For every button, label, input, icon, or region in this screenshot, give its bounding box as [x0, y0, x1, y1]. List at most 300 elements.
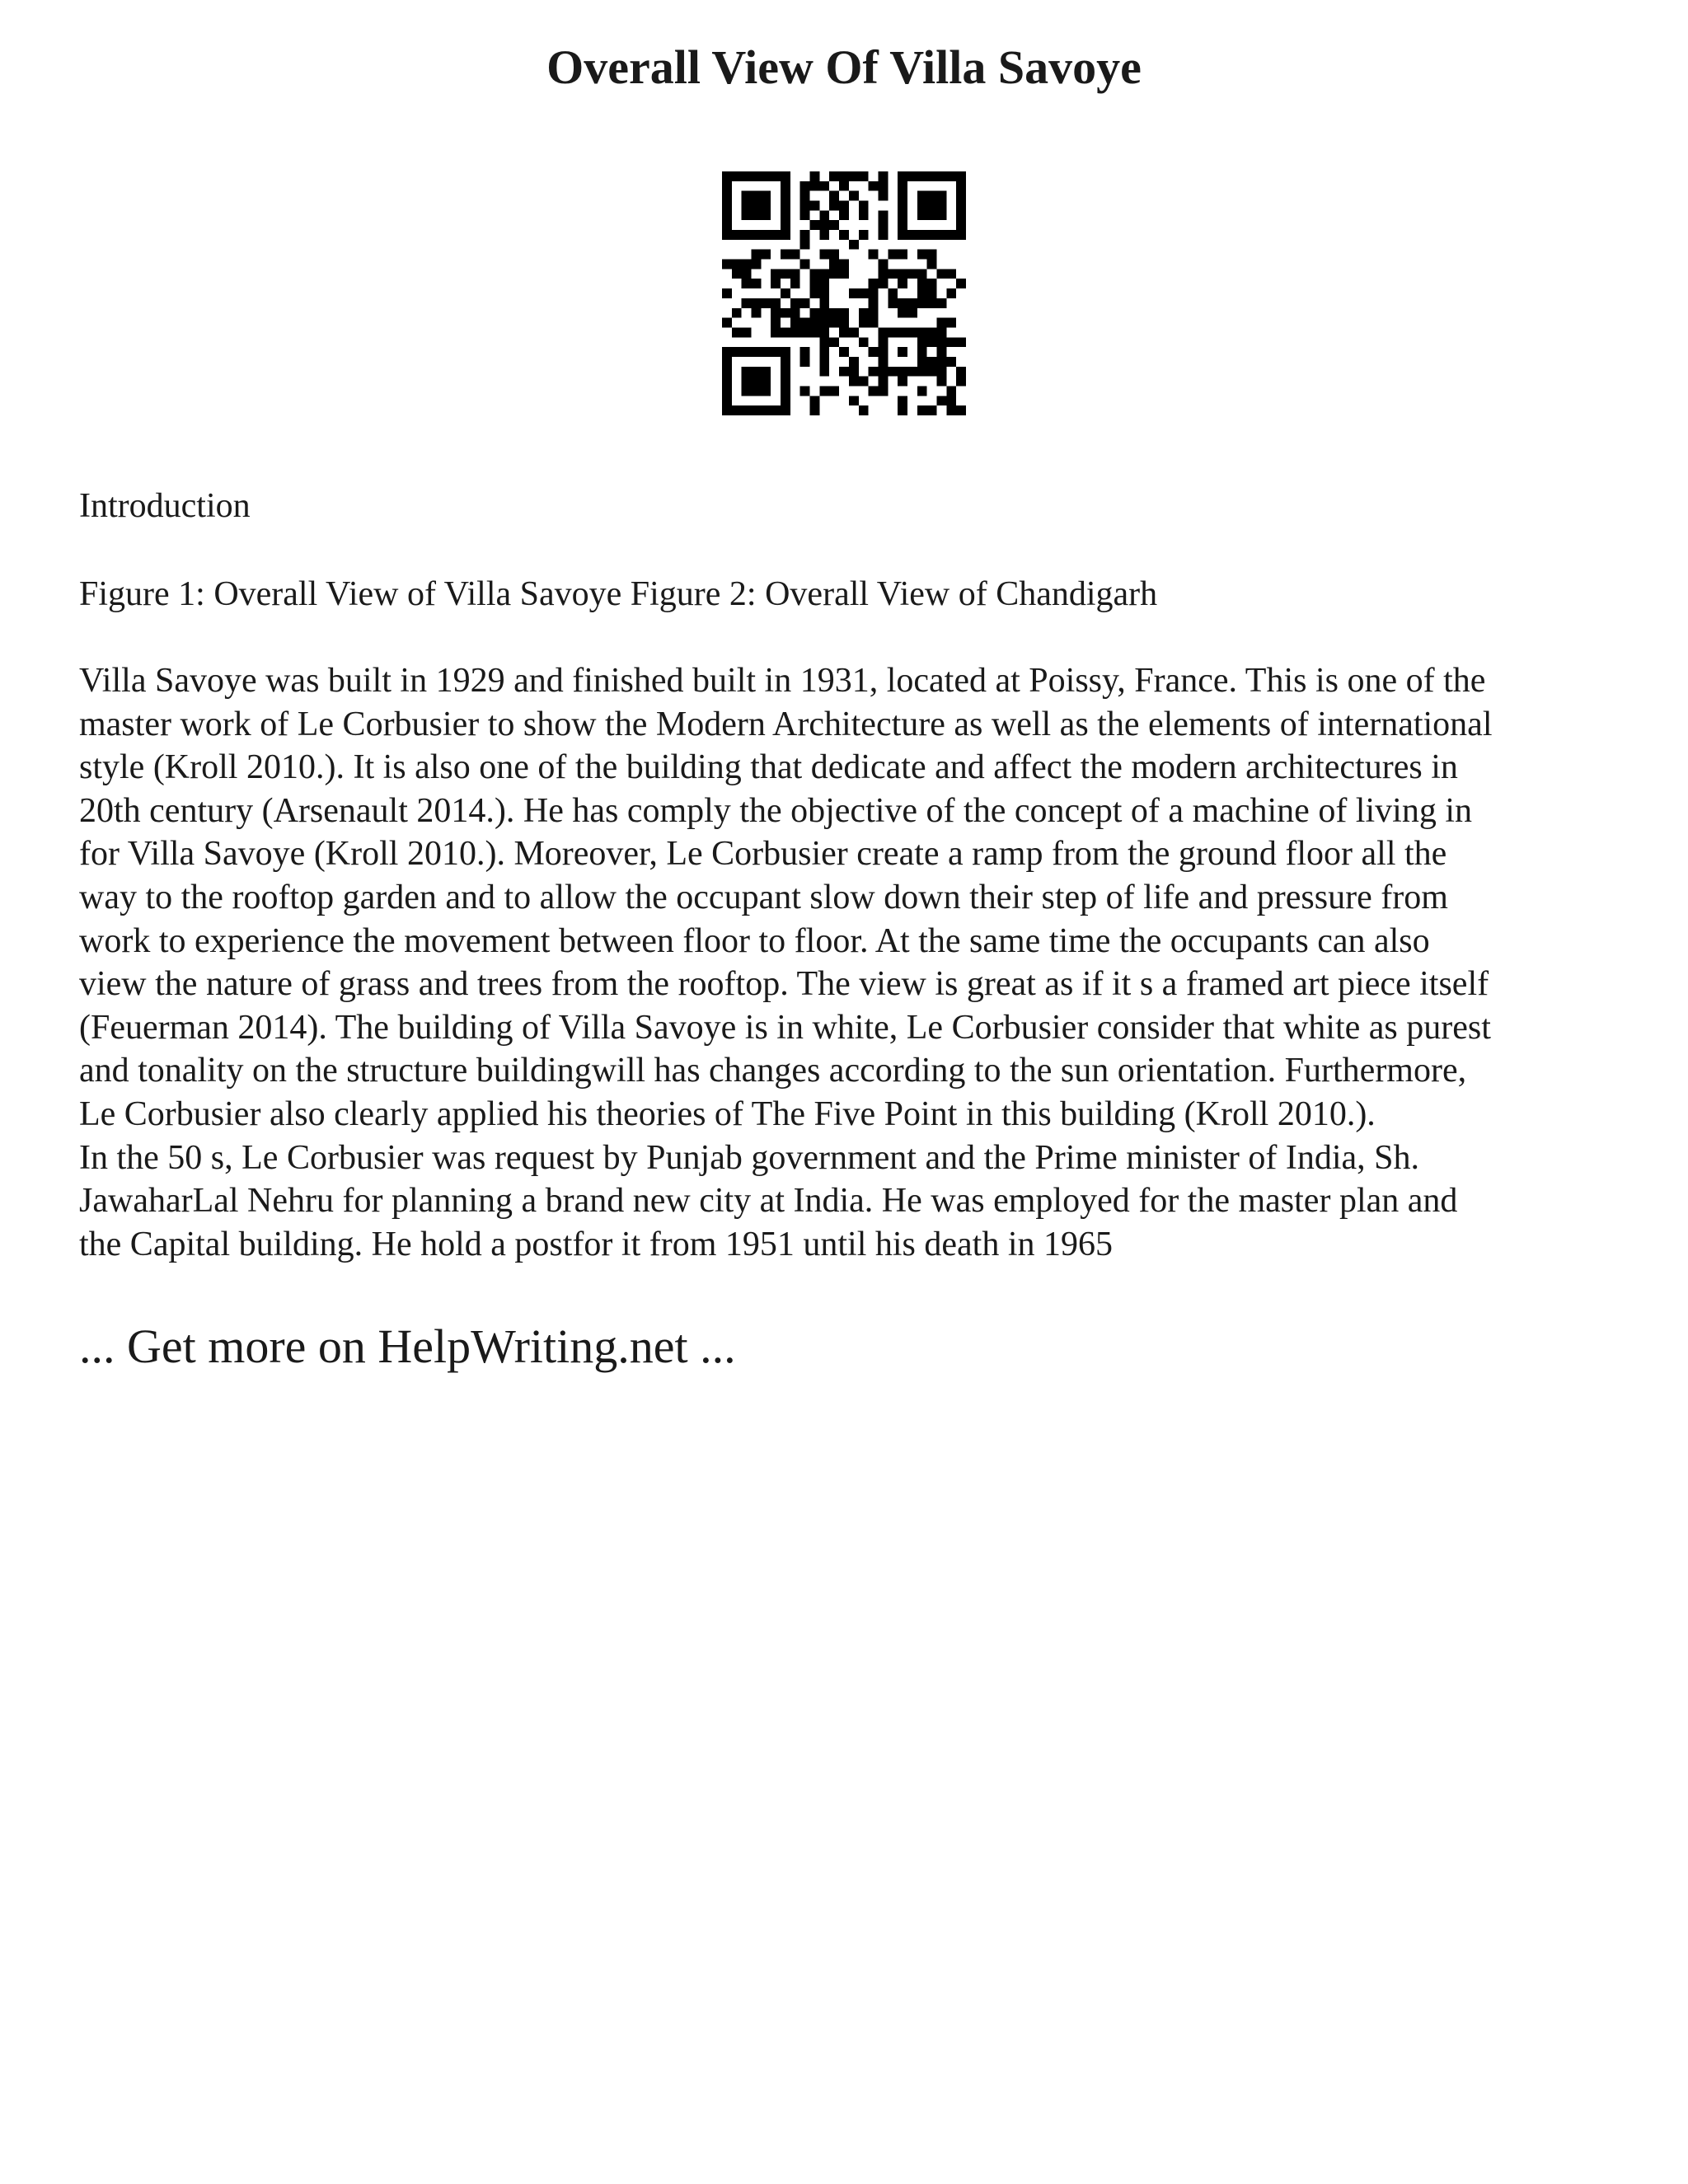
qr-module: [907, 308, 917, 318]
qr-module: [898, 210, 907, 220]
qr-module: [878, 191, 888, 201]
qr-module: [742, 367, 752, 377]
qr-module: [819, 357, 829, 367]
qr-module: [752, 279, 762, 288]
qr-module: [810, 201, 820, 211]
qr-module: [946, 386, 956, 396]
body-line: style (Kroll 2010.). It is also one of the building that dedicate and affect the modern architectures in: [79, 748, 1458, 787]
qr-module: [849, 191, 859, 201]
qr-module: [869, 288, 879, 298]
qr-module: [936, 318, 946, 328]
qr-module: [800, 357, 810, 367]
qr-module: [771, 298, 781, 308]
qr-module: [956, 201, 966, 211]
qr-module: [829, 250, 839, 260]
qr-module: [722, 347, 732, 357]
qr-module: [781, 396, 790, 405]
qr-module: [752, 367, 762, 377]
qr-module: [829, 260, 839, 269]
qr-module: [946, 171, 956, 181]
qr-module: [800, 298, 810, 308]
qr-module: [956, 191, 966, 201]
qr-module: [742, 230, 752, 240]
qr-module: [800, 327, 810, 337]
qr-module: [819, 318, 829, 328]
qr-module: [839, 260, 849, 269]
qr-module: [888, 298, 898, 308]
qr-module: [898, 347, 907, 357]
qr-module: [732, 230, 742, 240]
qr-module: [722, 171, 732, 181]
qr-module: [859, 210, 869, 220]
qr-module: [898, 308, 907, 318]
body-line: (Feuerman 2014). The building of Villa Savoye is in white, Le Corbusier consider that white as purest: [79, 1008, 1491, 1047]
qr-module: [936, 298, 946, 308]
qr-module: [888, 269, 898, 279]
qr-module: [742, 377, 752, 387]
qr-module: [819, 220, 829, 230]
qr-module: [781, 288, 790, 298]
qr-module: [761, 377, 771, 387]
qr-module: [761, 230, 771, 240]
qr-module: [936, 396, 946, 405]
qr-module: [781, 210, 790, 220]
qr-module: [936, 230, 946, 240]
qr-module: [810, 269, 820, 279]
qr-module: [771, 347, 781, 357]
qr-module: [771, 269, 781, 279]
qr-module: [898, 250, 907, 260]
body-line: master work of Le Corbusier to show the Modern Architecture as well as the elements of international: [79, 705, 1493, 743]
qr-module: [761, 191, 771, 201]
qr-module: [869, 367, 879, 377]
qr-module: [829, 171, 839, 181]
qr-module: [752, 210, 762, 220]
qr-module: [946, 337, 956, 347]
qr-module: [849, 240, 859, 250]
body-line: view the nature of grass and trees from the rooftop. The view is great as if it s a framed art piece itself: [79, 965, 1489, 1004]
qr-module: [917, 191, 927, 201]
qr-module: [742, 386, 752, 396]
qr-module: [859, 405, 869, 415]
qr-module: [742, 201, 752, 211]
qr-module: [742, 405, 752, 415]
qr-module: [732, 347, 742, 357]
qr-module: [898, 269, 907, 279]
qr-module: [829, 386, 839, 396]
qr-module: [859, 337, 869, 347]
qr-module: [898, 201, 907, 211]
qr-module: [859, 288, 869, 298]
qr-module: [752, 260, 762, 269]
qr-module: [742, 191, 752, 201]
qr-module: [839, 347, 849, 357]
qr-module: [878, 337, 888, 347]
qr-module: [819, 308, 829, 318]
qr-module: [869, 386, 879, 396]
qr-module: [898, 279, 907, 288]
qr-module: [800, 240, 810, 250]
qr-module: [859, 171, 869, 181]
qr-module: [849, 288, 859, 298]
qr-module: [771, 318, 781, 328]
qr-module: [742, 210, 752, 220]
qr-module: [956, 210, 966, 220]
qr-module: [839, 181, 849, 191]
qr-module: [927, 357, 937, 367]
get-more-link[interactable]: ... Get more on HelpWriting.net ...: [79, 1319, 736, 1373]
qr-module: [781, 201, 790, 211]
qr-module: [722, 260, 732, 269]
qr-module: [878, 269, 888, 279]
qr-module: [810, 171, 820, 181]
qr-module: [869, 308, 879, 318]
qr-module: [878, 377, 888, 387]
qr-module: [781, 357, 790, 367]
qr-module: [781, 386, 790, 396]
qr-module: [898, 220, 907, 230]
qr-module: [761, 298, 771, 308]
qr-code-graphic: [722, 171, 966, 415]
qr-module: [771, 327, 781, 337]
qr-module: [898, 298, 907, 308]
qr-module: [781, 230, 790, 240]
qr-module: [732, 327, 742, 337]
qr-module: [927, 337, 937, 347]
qr-module: [829, 201, 839, 211]
qr-module: [790, 318, 800, 328]
qr-module: [917, 367, 927, 377]
qr-module: [956, 377, 966, 387]
qr-module: [898, 181, 907, 191]
qr-module: [946, 269, 956, 279]
qr-module: [946, 396, 956, 405]
qr-module: [859, 318, 869, 328]
qr-module: [849, 377, 859, 387]
qr-module: [781, 405, 790, 415]
qr-module: [839, 367, 849, 377]
qr-module: [898, 396, 907, 405]
body-line: and tonality on the structure buildingwill has changes according to the sun orientation. Furthermore,: [79, 1052, 1467, 1090]
qr-module: [878, 327, 888, 337]
qr-module: [722, 357, 732, 367]
qr-module: [819, 367, 829, 377]
qr-module: [936, 367, 946, 377]
qr-module: [936, 171, 946, 181]
body-line: Villa Savoye was built in 1929 and finished built in 1931, located at Poissy, France. This is one of the: [79, 662, 1486, 700]
qr-module: [946, 230, 956, 240]
qr-module: [761, 405, 771, 415]
qr-module: [810, 396, 820, 405]
qr-module: [790, 327, 800, 337]
qr-module: [800, 318, 810, 328]
qr-module: [800, 347, 810, 357]
qr-module: [781, 377, 790, 387]
qr-module: [819, 337, 829, 347]
qr-module: [722, 367, 732, 377]
body-line: way to the rooftop garden and to allow the occupant slow down their step of life and pressure from: [79, 878, 1448, 916]
qr-module: [752, 347, 762, 357]
qr-module: [742, 347, 752, 357]
qr-module: [936, 347, 946, 357]
qr-module: [781, 367, 790, 377]
qr-module: [936, 201, 946, 211]
qr-module: [839, 210, 849, 220]
qr-module: [722, 230, 732, 240]
qr-module: [790, 308, 800, 318]
qr-module: [800, 201, 810, 211]
qr-module: [878, 260, 888, 269]
qr-module: [839, 171, 849, 181]
qr-module: [898, 230, 907, 240]
qr-module: [742, 260, 752, 269]
qr-module: [771, 279, 781, 288]
qr-module: [819, 181, 829, 191]
qr-module: [722, 210, 732, 220]
qr-module: [859, 201, 869, 211]
figure-captions: Figure 1: Overall View of Villa Savoye Figure 2: Overall View of Chandigarh: [79, 575, 1158, 613]
qr-module: [742, 327, 752, 337]
qr-module: [771, 171, 781, 181]
qr-module: [878, 386, 888, 396]
qr-module: [946, 405, 956, 415]
qr-module: [732, 269, 742, 279]
qr-module: [888, 288, 898, 298]
qr-module: [936, 337, 946, 347]
qr-module: [819, 269, 829, 279]
qr-module: [917, 279, 927, 288]
qr-module: [761, 347, 771, 357]
qr-module: [878, 347, 888, 357]
qr-module: [752, 405, 762, 415]
qr-module: [898, 377, 907, 387]
body-line: the Capital building. He hold a postfor it from 1951 until his death in 1965: [79, 1225, 1114, 1263]
qr-module: [742, 298, 752, 308]
qr-module: [917, 298, 927, 308]
qr-module: [956, 220, 966, 230]
qr-module: [761, 250, 771, 260]
qr-module: [917, 386, 927, 396]
qr-module: [781, 181, 790, 191]
qr-module: [907, 367, 917, 377]
qr-module: [761, 201, 771, 211]
qr-module: [781, 269, 790, 279]
qr-module: [819, 279, 829, 288]
qr-module: [810, 318, 820, 328]
body-line: 20th century (Arsenault 2014.). He has comply the objective of the concept of a machine of living in: [79, 791, 1472, 830]
qr-module: [927, 250, 937, 260]
qr-module: [917, 210, 927, 220]
qr-module: [829, 337, 839, 347]
body-line: Le Corbusier also clearly applied his theories of The Five Point in this building (Kroll 2010.).: [79, 1094, 1376, 1133]
qr-module: [927, 210, 937, 220]
qr-module: [732, 260, 742, 269]
qr-module: [810, 279, 820, 288]
qr-module: [898, 405, 907, 415]
qr-module: [927, 260, 937, 269]
qr-module: [829, 318, 839, 328]
qr-module: [722, 405, 732, 415]
qr-module: [917, 250, 927, 260]
qr-module: [927, 367, 937, 377]
qr-module: [752, 230, 762, 240]
body-line: In the 50 s, Le Corbusier was request by Punjab government and the Prime minister of India, Sh.: [79, 1138, 1420, 1177]
qr-module: [771, 230, 781, 240]
qr-module: [956, 181, 966, 191]
qr-module: [956, 367, 966, 377]
qr-module: [907, 298, 917, 308]
qr-module: [907, 269, 917, 279]
qr-module: [781, 327, 790, 337]
qr-module: [917, 405, 927, 415]
qr-module: [800, 181, 810, 191]
qr-module: [722, 220, 732, 230]
qr-module: [781, 171, 790, 181]
qr-module: [810, 220, 820, 230]
qr-module: [819, 347, 829, 357]
qr-module: [888, 367, 898, 377]
qr-module: [956, 405, 966, 415]
qr-module: [898, 171, 907, 181]
qr-module: [810, 327, 820, 337]
qr-module: [781, 308, 790, 318]
qr-module: [849, 357, 859, 367]
qr-module: [907, 327, 917, 337]
qr-module: [936, 357, 946, 367]
qr-module: [888, 327, 898, 337]
qr-module: [878, 210, 888, 220]
qr-module: [917, 269, 927, 279]
qr-module: [839, 230, 849, 240]
qr-module: [869, 279, 879, 288]
body-line: for Villa Savoye (Kroll 2010.). Moreover, Le Corbusier create a ramp from the ground floor all the: [79, 835, 1447, 874]
qr-module: [810, 308, 820, 318]
qr-module: [781, 250, 790, 260]
qr-module: [829, 308, 839, 318]
body-line: work to experience the movement between floor to floor. At the same time the occupants can also: [79, 921, 1430, 960]
qr-module: [790, 279, 800, 288]
qr-module: [761, 210, 771, 220]
qr-module: [927, 288, 937, 298]
qr-module: [927, 405, 937, 415]
qr-module: [752, 250, 762, 260]
qr-module: [869, 298, 879, 308]
qr-module: [917, 327, 927, 337]
qr-module: [839, 201, 849, 211]
qr-module: [722, 288, 732, 298]
qr-module: [936, 377, 946, 387]
qr-module: [849, 327, 859, 337]
qr-module: [752, 308, 762, 318]
qr-module: [936, 191, 946, 201]
qr-module: [771, 405, 781, 415]
qr-module: [917, 230, 927, 240]
qr-module: [790, 250, 800, 260]
qr-module: [946, 318, 956, 328]
qr-module: [742, 171, 752, 181]
qr-module: [752, 377, 762, 387]
qr-module: [819, 298, 829, 308]
qr-module: [917, 347, 927, 357]
qr-module: [742, 279, 752, 288]
qr-module: [878, 367, 888, 377]
qr-module: [819, 327, 829, 337]
qr-module: [888, 250, 898, 260]
qr-module: [878, 230, 888, 240]
qr-module: [722, 318, 732, 328]
qr-module: [781, 347, 790, 357]
qr-module: [859, 230, 869, 240]
qr-module: [936, 327, 946, 337]
qr-module: [917, 288, 927, 298]
qr-module: [800, 191, 810, 201]
qr-module: [839, 327, 849, 337]
qr-module: [732, 308, 742, 318]
qr-module: [752, 171, 762, 181]
qr-module: [898, 367, 907, 377]
qr-module: [819, 210, 829, 220]
qr-module: [956, 337, 966, 347]
qr-module: [800, 230, 810, 240]
qr-module: [742, 269, 752, 279]
qr-module: [936, 269, 946, 279]
qr-module: [849, 171, 859, 181]
qr-module: [927, 201, 937, 211]
qr-module: [761, 171, 771, 181]
qr-module: [810, 181, 820, 191]
qr-module: [927, 171, 937, 181]
qr-module: [878, 357, 888, 367]
qr-module: [878, 181, 888, 191]
body-line: JawaharLal Nehru for planning a brand new city at India. He was employed for the master plan and: [79, 1182, 1458, 1221]
qr-module: [917, 337, 927, 347]
qr-module: [927, 191, 937, 201]
body-paragraph: [79, 659, 1620, 1266]
qr-module: [819, 250, 829, 260]
qr-module: [722, 201, 732, 211]
qr-module: [849, 367, 859, 377]
qr-module: [752, 386, 762, 396]
qr-module: [839, 318, 849, 328]
qr-module: [771, 308, 781, 318]
qr-module: [956, 171, 966, 181]
qr-module: [722, 386, 732, 396]
qr-module: [839, 308, 849, 318]
section-heading: Introduction: [79, 487, 251, 525]
qr-module: [859, 308, 869, 318]
qr-module: [869, 181, 879, 191]
qr-module: [722, 191, 732, 201]
qr-module: [956, 230, 966, 240]
qr-module: [722, 377, 732, 387]
qr-module: [927, 230, 937, 240]
qr-module: [829, 191, 839, 201]
qr-module: [907, 171, 917, 181]
qr-module: [732, 405, 742, 415]
qr-module: [878, 279, 888, 288]
qr-module: [917, 357, 927, 367]
qr-code-icon: [722, 171, 966, 415]
qr-module: [752, 191, 762, 201]
qr-module: [859, 377, 869, 387]
qr-module: [869, 347, 879, 357]
qr-module: [790, 269, 800, 279]
qr-module: [810, 288, 820, 298]
qr-module: [781, 220, 790, 230]
qr-module: [946, 357, 956, 367]
qr-module: [829, 269, 839, 279]
page-title: Overall View Of Villa Savoye: [546, 40, 1142, 94]
